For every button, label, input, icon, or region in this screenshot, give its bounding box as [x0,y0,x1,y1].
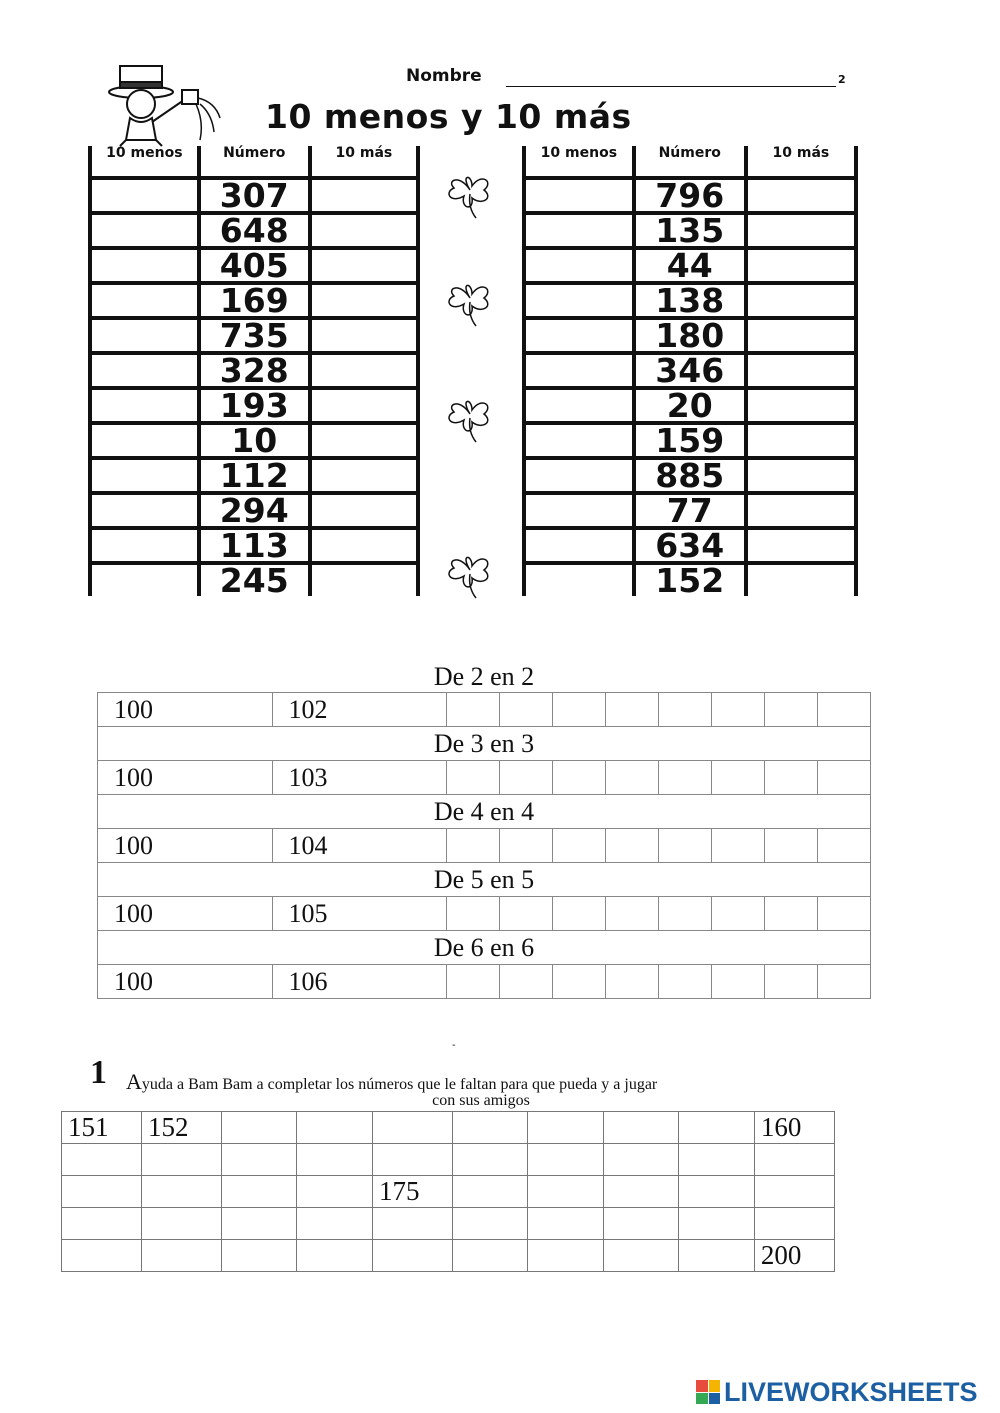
col-header-10-menos: 10 menos [90,146,199,178]
skip-answer-cell[interactable] [712,693,765,727]
grid-answer-cell[interactable] [62,1176,142,1208]
grid-answer-cell[interactable] [297,1144,373,1176]
grid-answer-cell[interactable] [62,1144,142,1176]
answer-cell-10-mas[interactable] [746,353,856,388]
grid-answer-cell[interactable] [603,1112,679,1144]
brand-name: LIVEWORKSHEETS [724,1376,978,1407]
skip-answer-cell[interactable] [712,829,765,863]
table-row [90,318,418,353]
grid-answer-cell[interactable] [372,1208,452,1240]
answer-cell-10-mas[interactable] [310,528,418,563]
grid-answer-cell[interactable] [221,1176,297,1208]
answer-cell-10-mas[interactable] [310,283,418,318]
col-header-numero: Número [199,146,310,178]
number-cell: 159 [634,423,746,458]
grid-answer-cell[interactable] [679,1208,755,1240]
answer-cell-10-menos[interactable] [524,388,634,423]
skip-row [98,897,871,931]
grid-answer-cell[interactable] [297,1240,373,1272]
number-cell: 346 [634,353,746,388]
table-row [90,528,418,563]
answer-cell-10-mas[interactable] [310,493,418,528]
number-cell: 152 [634,563,746,596]
grid-answer-cell[interactable] [297,1176,373,1208]
table-row [524,563,856,596]
ten-less-ten-more-table-left [88,145,420,600]
skip-answer-cell[interactable] [765,897,818,931]
table-row [90,283,418,318]
answer-cell-10-menos[interactable] [524,353,634,388]
grid-answer-cell[interactable] [754,1208,834,1240]
skip-answer-cell[interactable] [659,761,712,795]
nombre-input-line[interactable] [506,86,836,87]
skip-row [98,693,871,727]
grid-answer-cell[interactable] [297,1112,373,1144]
answer-cell-10-mas[interactable] [746,388,856,423]
table-row [90,458,418,493]
skip-answer-cell[interactable] [659,965,712,999]
answer-cell-10-menos[interactable] [524,493,634,528]
skip-answer-cell[interactable] [606,829,659,863]
answer-cell-10-menos[interactable] [90,353,199,388]
grid-given-cell: 151 [62,1112,142,1144]
number-cell: 44 [634,248,746,283]
liveworksheets-brand [696,1378,978,1406]
table-row [524,388,856,423]
answer-cell-10-menos[interactable] [90,458,199,493]
exercise-number: 1 [90,1054,107,1091]
skip-title: De 3 en 3 [98,727,871,761]
table-row [524,248,856,283]
skip-answer-cell[interactable] [765,965,818,999]
table-row [524,423,856,458]
answer-cell-10-mas[interactable] [746,283,856,318]
clover-icon [442,276,498,328]
answer-cell-10-mas[interactable] [310,423,418,458]
grid-answer-cell[interactable] [754,1176,834,1208]
answer-cell-10-menos[interactable] [90,213,199,248]
grid-answer-cell[interactable] [679,1144,755,1176]
skip-answer-cell[interactable] [817,693,870,727]
grid-answer-cell[interactable] [372,1112,452,1144]
grid-answer-cell[interactable] [141,1240,221,1272]
answer-cell-10-menos[interactable] [90,388,199,423]
number-cell: 648 [199,213,310,248]
table-row [524,458,856,493]
number-cell: 20 [634,388,746,423]
table-row [90,248,418,283]
leprechaun-illustration [100,52,245,147]
skip-answer-cell[interactable] [712,897,765,931]
skip-answer-cell[interactable] [447,693,500,727]
table-row [524,528,856,563]
small-mark: - [452,1040,456,1051]
grid-row [62,1208,835,1240]
answer-cell-10-mas[interactable] [746,213,856,248]
skip-header-row [98,863,871,897]
table-row [90,423,418,458]
table-row [90,353,418,388]
skip-start-cell: 100 [98,761,273,795]
number-cell: 294 [199,493,310,528]
instruction-text: yuda a Bam Bam a completar los números que le faltan para que pueda y a jugar [141,1076,658,1093]
clover-icon [442,168,498,220]
number-cell: 245 [199,563,310,596]
table-row [524,178,856,213]
col-header-10-menos: 10 menos [524,146,634,178]
grid-given-cell: 152 [141,1112,221,1144]
number-cell: 113 [199,528,310,563]
grid-answer-cell[interactable] [372,1240,452,1272]
skip-answer-cell[interactable] [817,897,870,931]
grid-given-cell: 175 [372,1176,452,1208]
grid-answer-cell[interactable] [221,1112,297,1144]
grid-answer-cell[interactable] [528,1112,604,1144]
answer-cell-10-menos[interactable] [90,248,199,283]
clover-icon [442,392,498,444]
grid-answer-cell[interactable] [452,1112,528,1144]
skip-answer-cell[interactable] [659,829,712,863]
grid-answer-cell[interactable] [221,1144,297,1176]
skip-start-cell: 100 [98,897,273,931]
number-cell: 169 [199,283,310,318]
grid-answer-cell[interactable] [603,1240,679,1272]
table-row [524,283,856,318]
answer-cell-10-mas[interactable] [746,178,856,213]
number-cell: 180 [634,318,746,353]
liveworksheets-logo-icon [696,1380,720,1404]
answer-cell-10-mas[interactable] [746,248,856,283]
grid-answer-cell[interactable] [528,1176,604,1208]
skip-answer-cell[interactable] [500,829,553,863]
skip-answer-cell[interactable] [553,761,606,795]
skip-title: De 5 en 5 [98,863,871,897]
grid-answer-cell[interactable] [221,1208,297,1240]
answer-cell-10-menos[interactable] [90,423,199,458]
skip-answer-cell[interactable] [817,965,870,999]
skip-answer-cell[interactable] [817,829,870,863]
grid-answer-cell[interactable] [754,1144,834,1176]
skip-header-row [98,931,871,965]
skip-second-cell: 102 [272,693,447,727]
skip-second-cell: 103 [272,761,447,795]
number-cell: 328 [199,353,310,388]
grid-answer-cell[interactable] [528,1144,604,1176]
nombre-label: Nombre [406,66,482,86]
grid-answer-cell[interactable] [141,1208,221,1240]
answer-cell-10-mas[interactable] [746,528,856,563]
answer-cell-10-menos[interactable] [90,528,199,563]
grid-row [62,1112,835,1144]
skip-second-cell: 105 [272,897,447,931]
answer-cell-10-mas[interactable] [310,388,418,423]
table-row [90,213,418,248]
grid-answer-cell[interactable] [452,1208,528,1240]
answer-cell-10-menos[interactable] [90,563,199,596]
col-header-10-mas: 10 más [310,146,418,178]
skip-answer-cell[interactable] [765,693,818,727]
number-cell: 10 [199,423,310,458]
grid-answer-cell[interactable] [141,1176,221,1208]
answer-cell-10-menos[interactable] [524,248,634,283]
answer-cell-10-menos[interactable] [524,423,634,458]
skip-start-cell: 100 [98,829,273,863]
answer-cell-10-menos[interactable] [524,563,634,596]
skip-answer-cell[interactable] [447,897,500,931]
answer-cell-10-mas[interactable] [310,213,418,248]
answer-cell-10-menos[interactable] [524,283,634,318]
skip-second-cell: 106 [272,965,447,999]
skip-start-cell: 100 [98,693,273,727]
table-row [90,388,418,423]
skip-answer-cell[interactable] [553,965,606,999]
answer-cell-10-mas[interactable] [310,563,418,596]
number-cell: 735 [199,318,310,353]
grid-answer-cell[interactable] [679,1112,755,1144]
skip-answer-cell[interactable] [447,965,500,999]
ten-less-ten-more-table-right [522,145,858,600]
skip-second-cell: 104 [272,829,447,863]
grid-given-cell: 200 [754,1240,834,1272]
skip-answer-cell[interactable] [606,897,659,931]
number-cell: 135 [634,213,746,248]
table-row [90,563,418,596]
answer-cell-10-menos[interactable] [90,493,199,528]
grid-answer-cell[interactable] [603,1176,679,1208]
answer-cell-10-menos[interactable] [524,458,634,493]
number-cell: 796 [634,178,746,213]
clover-icon [442,548,498,600]
skip-header-row [98,727,871,761]
grid-row [62,1240,835,1272]
skip-counting-table [97,692,871,999]
number-cell: 307 [199,178,310,213]
skip-title-de-2-en-2: De 2 en 2 [433,662,535,691]
instruction-first-letter: A [126,1069,142,1094]
number-cell: 138 [634,283,746,318]
skip-answer-cell[interactable] [712,965,765,999]
skip-answer-cell[interactable] [500,965,553,999]
col-header-10-mas: 10 más [746,146,856,178]
table-row [90,493,418,528]
skip-answer-cell[interactable] [553,897,606,931]
number-cell: 405 [199,248,310,283]
answer-cell-10-mas[interactable] [746,493,856,528]
skip-answer-cell[interactable] [765,829,818,863]
answer-cell-10-menos[interactable] [90,283,199,318]
table-row [524,213,856,248]
skip-start-cell: 100 [98,965,273,999]
grid-row [62,1144,835,1176]
grid-answer-cell[interactable] [603,1208,679,1240]
number-cell: 885 [634,458,746,493]
answer-cell-10-mas[interactable] [746,563,856,596]
skip-answer-cell[interactable] [659,897,712,931]
page-number: 2 [838,73,846,86]
skip-answer-cell[interactable] [765,761,818,795]
grid-answer-cell[interactable] [679,1240,755,1272]
answer-cell-10-mas[interactable] [310,248,418,283]
answer-cell-10-mas[interactable] [310,458,418,493]
grid-answer-cell[interactable] [528,1240,604,1272]
table-row [524,318,856,353]
skip-answer-cell[interactable] [500,693,553,727]
answer-cell-10-menos[interactable] [524,318,634,353]
skip-answer-cell[interactable] [606,761,659,795]
grid-answer-cell[interactable] [297,1208,373,1240]
grid-answer-cell[interactable] [603,1144,679,1176]
answer-cell-10-mas[interactable] [310,178,418,213]
answer-cell-10-menos[interactable] [524,213,634,248]
answer-cell-10-mas[interactable] [310,318,418,353]
skip-answer-cell[interactable] [500,761,553,795]
skip-answer-cell[interactable] [500,897,553,931]
grid-answer-cell[interactable] [679,1176,755,1208]
skip-answer-cell[interactable] [553,829,606,863]
table-row [90,178,418,213]
page-title: 10 menos y 10 más [265,97,632,136]
grid-answer-cell[interactable] [62,1240,142,1272]
skip-row [98,761,871,795]
number-cell: 112 [199,458,310,493]
grid-answer-cell[interactable] [141,1144,221,1176]
table-row [524,493,856,528]
number-cell: 77 [634,493,746,528]
skip-answer-cell[interactable] [553,693,606,727]
skip-title: De 4 en 4 [98,795,871,829]
grid-answer-cell[interactable] [62,1208,142,1240]
skip-row [98,829,871,863]
grid-answer-cell[interactable] [221,1240,297,1272]
col-header-numero: Número [634,146,746,178]
skip-answer-cell[interactable] [817,761,870,795]
grid-answer-cell[interactable] [452,1144,528,1176]
skip-answer-cell[interactable] [659,693,712,727]
skip-row [98,965,871,999]
grid-answer-cell[interactable] [372,1144,452,1176]
grid-given-cell: 160 [754,1112,834,1144]
number-cell: 193 [199,388,310,423]
grid-row [62,1176,835,1208]
skip-answer-cell[interactable] [606,693,659,727]
answer-cell-10-menos[interactable] [524,528,634,563]
answer-cell-10-mas[interactable] [746,458,856,493]
exercise-instruction-line2: con sus amigos [432,1092,530,1109]
grid-answer-cell[interactable] [528,1208,604,1240]
number-grid [61,1111,835,1272]
skip-answer-cell[interactable] [447,761,500,795]
answer-cell-10-mas[interactable] [746,318,856,353]
grid-answer-cell[interactable] [452,1176,528,1208]
skip-answer-cell[interactable] [712,761,765,795]
answer-cell-10-menos[interactable] [90,318,199,353]
answer-cell-10-mas[interactable] [310,353,418,388]
skip-title: De 6 en 6 [98,931,871,965]
table-row [524,353,856,388]
answer-cell-10-mas[interactable] [746,423,856,458]
grid-answer-cell[interactable] [452,1240,528,1272]
answer-cell-10-menos[interactable] [524,178,634,213]
skip-answer-cell[interactable] [447,829,500,863]
skip-header-row [98,795,871,829]
answer-cell-10-menos[interactable] [90,178,199,213]
number-cell: 634 [634,528,746,563]
skip-answer-cell[interactable] [606,965,659,999]
